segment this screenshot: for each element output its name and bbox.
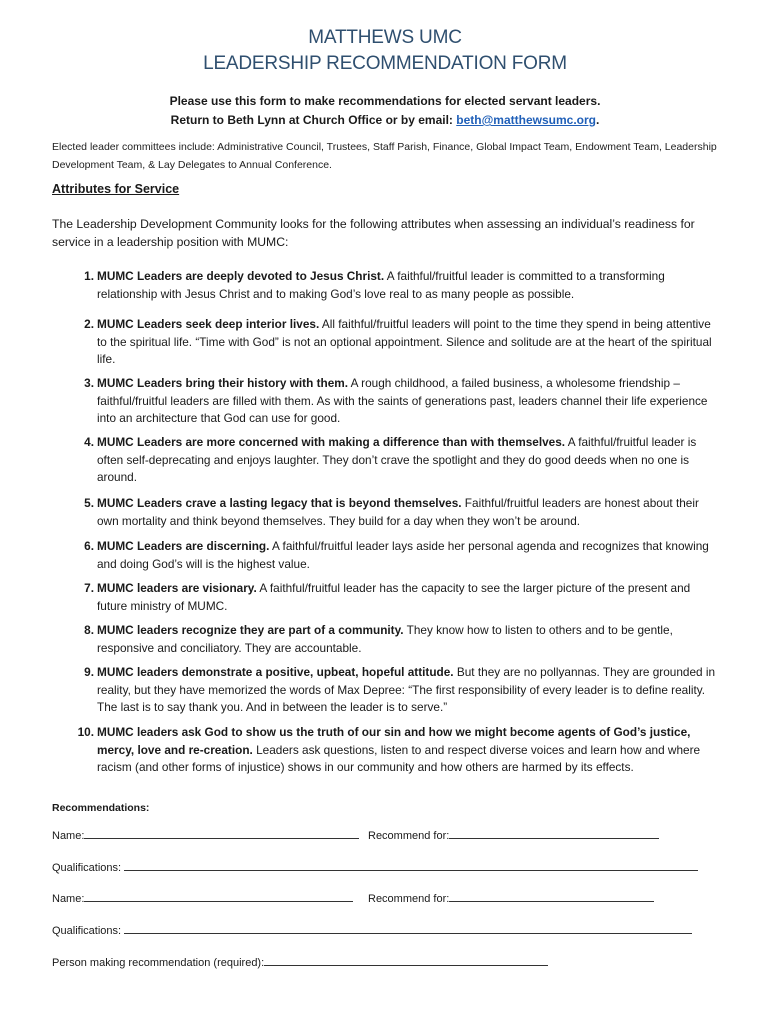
recommender-label: Person making recommendation (required): [52, 957, 265, 969]
qualifications-label: Qualifications: [52, 862, 122, 874]
form-title-line1: MATTHEWS UMC [308, 27, 462, 48]
attribute-description: They know how to listen to others and to be gentle, responsive and conciliatory. They are accountable. [97, 623, 673, 655]
attribute-number: 2. [84, 317, 94, 331]
attribute-number: 10. [77, 725, 94, 739]
attribute-description: A faithful/fruitful leader lays aside her personal agenda and recognizes that knowing and doing God’s will is the highest value. [97, 539, 709, 571]
attribute-number: 8. [84, 623, 94, 637]
qualifications-input-1[interactable] [124, 860, 698, 871]
attribute-title: MUMC Leaders are more concerned with making a difference than with themselves. [97, 435, 566, 449]
attribute-description: A faithful/fruitful leader is committed to a transforming relationship with Jesus Christ and to making God’s love real to as many people as possible. [97, 269, 665, 301]
attribute-item-5 [72, 495, 717, 530]
attribute-number: 3. [84, 376, 94, 390]
attribute-title: MUMC Leaders are discerning. [97, 539, 270, 553]
attribute-item-3 [72, 375, 717, 428]
attribute-description: But they are no pollyannas. They are grounded in reality, but they have memorized the words of Max Depree: “The first responsibility of every leader is to define reality. The last is to say thank you. And in between the leader is to serve.” [97, 665, 716, 714]
instructions-line2 [0, 113, 770, 127]
attribute-title: MUMC Leaders bring their history with them. [97, 376, 349, 390]
intro-text: The Leadership Development Community looks for the following attributes when assessing an individual’s readiness for service in a leadership position with MUMC: [52, 217, 695, 249]
attribute-description: A faithful/fruitful leader is often self-deprecating and enjoys laughter. They don’t crave the spotlight and they do good deeds when no one is around. [97, 435, 697, 484]
qualifications-field-2 [52, 923, 692, 937]
instructions-line1: Please use this form to make recommendations for elected servant leaders. [169, 94, 601, 108]
attribute-description: Leaders ask questions, listen to and respect diverse voices and learn how and where racism (and other forms of injustice) shows in our community and how others are harmed by its effects. [97, 742, 701, 774]
attribute-description: Faithful/fruitful leaders are honest about their own mortality and think beyond themselves. They build for a day when they won’t be around. [97, 496, 699, 528]
attribute-number: 9. [84, 665, 94, 679]
name-field-2 [52, 891, 353, 905]
attribute-item-7 [72, 580, 717, 615]
name-label: Name: [52, 893, 85, 905]
attribute-description: All faithful/fruitful leaders will point to the time they spend in being attentive to the spiritual life. “Time with God” is not an optional appointment. Silence and solitude are at the heart of the spiritual life. [97, 317, 712, 366]
attribute-title: MUMC leaders ask God to show us the truth of our sin and how we might become agents of God’s justice, mercy, love and re-creation. [97, 725, 691, 757]
name-input-2[interactable] [84, 891, 353, 902]
attribute-title: MUMC leaders are visionary. [97, 581, 257, 595]
attribute-description: A faithful/fruitful leader has the capacity to see the larger picture of the present and future ministry of MUMC. [97, 581, 691, 613]
instructions-prefix: Return to Beth Lynn at Church Office or by email: [170, 113, 457, 127]
attribute-title: MUMC leaders demonstrate a positive, upbeat, hopeful attitude. [97, 665, 454, 679]
instructions-suffix: . [595, 113, 600, 127]
name-label: Name: [52, 830, 85, 842]
attribute-item-8 [72, 622, 717, 657]
qualifications-label: Qualifications: [52, 925, 122, 937]
attribute-item-2 [72, 316, 717, 369]
attribute-number: 6. [84, 539, 94, 553]
recommend-for-label: Recommend for: [368, 893, 450, 905]
attribute-title: MUMC Leaders are deeply devoted to Jesus Christ. [97, 269, 385, 283]
form-title-line2: LEADERSHIP RECOMMENDATION FORM [203, 53, 567, 74]
email-link[interactable]: beth@matthewsumc.org [456, 113, 596, 127]
recommend-for-field-2 [368, 891, 654, 905]
attribute-title: MUMC leaders recognize they are part of a community. [97, 623, 404, 637]
recommend-for-input-2[interactable] [449, 891, 654, 902]
attribute-item-9 [72, 664, 717, 717]
attribute-number: 1. [84, 269, 94, 283]
attribute-item-10 [72, 724, 717, 777]
section-heading: Attributes for Service [52, 182, 180, 196]
qualifications-field-1 [52, 860, 698, 874]
recommender-field [52, 955, 548, 969]
committees-text: Elected leader committees include: Administrative Council, Trustees, Staff Parish, Finance, Global Impact Team, Endowment Team, Leadership Development Team, & Lay Delegates to Annual Conference. [52, 141, 717, 171]
attribute-description: A rough childhood, a failed business, a wholesome friendship – faithful/fruitful leaders are filled with them. As with the saints of generations past, leaders channel their life experience into an architecture that God can use for good. [97, 376, 708, 425]
qualifications-input-2[interactable] [124, 923, 692, 934]
recommend-for-field-1 [368, 828, 659, 842]
recommendations-label: Recommendations: [52, 802, 150, 814]
recommend-for-input-1[interactable] [449, 828, 659, 839]
attribute-title: MUMC Leaders crave a lasting legacy that is beyond themselves. [97, 496, 462, 510]
attribute-number: 5. [84, 496, 94, 510]
name-field-1 [52, 828, 359, 842]
attribute-item-6 [72, 538, 717, 573]
attribute-number: 4. [84, 435, 94, 449]
recommend-for-label: Recommend for: [368, 830, 450, 842]
attribute-item-4 [72, 434, 717, 487]
recommender-input[interactable] [264, 955, 548, 966]
name-input-1[interactable] [84, 828, 359, 839]
attribute-item-1 [72, 268, 717, 303]
attribute-title: MUMC Leaders seek deep interior lives. [97, 317, 320, 331]
attribute-number: 7. [84, 581, 94, 595]
